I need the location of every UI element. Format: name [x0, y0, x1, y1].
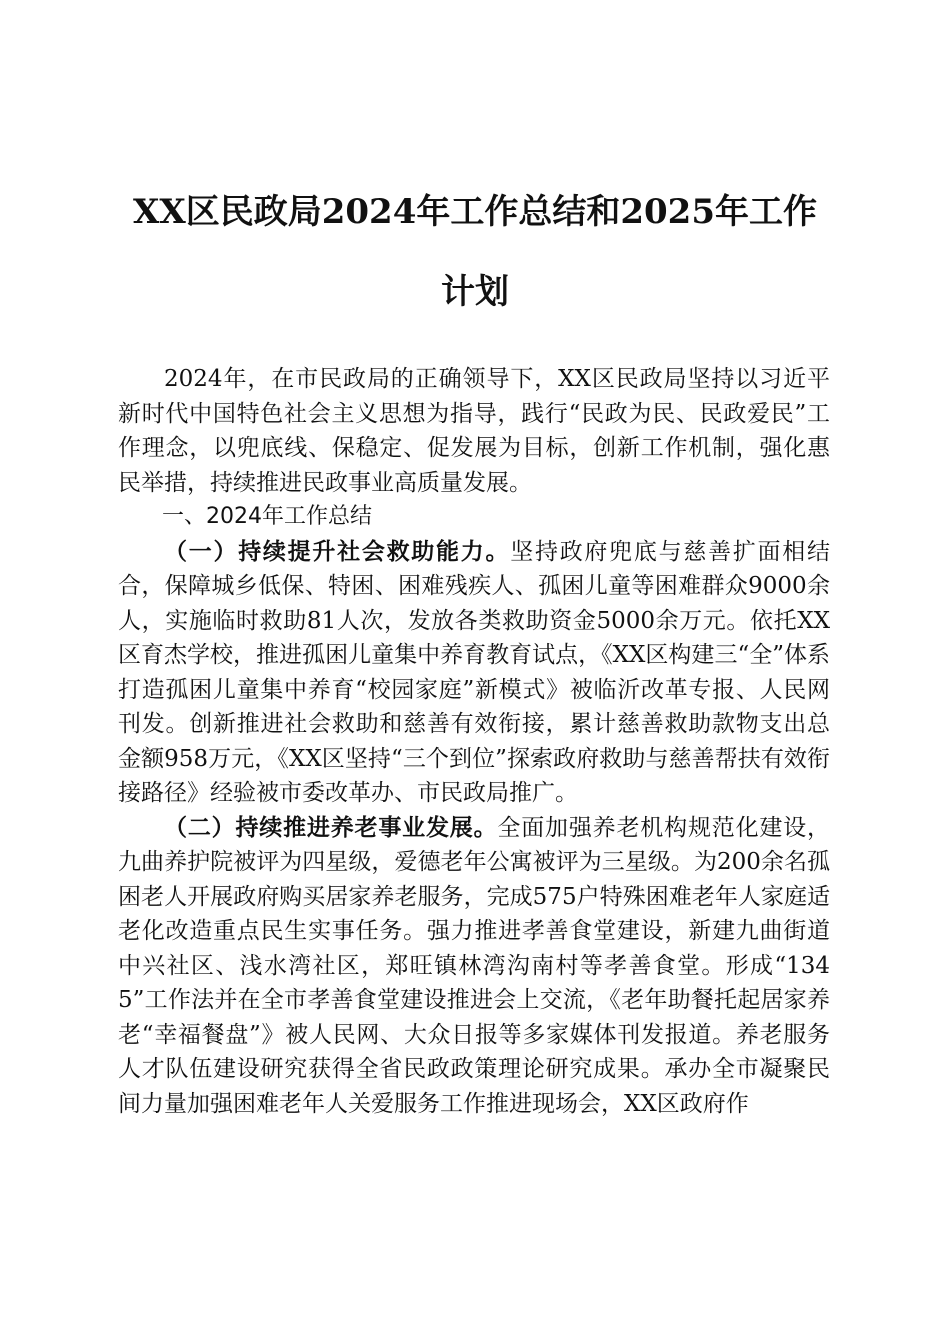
item-2-paragraph	[118, 811, 830, 1122]
document-title	[110, 172, 840, 332]
item-2-text: 全面加强养老机构规范化建设，九曲养护院被评为四星级，爱德老年公寓被评为三星级。为200余名孤困老人开展政府购买居家养老服务，完成575户特殊困难老年人家庭适老化改造重点民生实事任务。强力推进孝善食堂建设，新建九曲街道中兴社区、浅水湾社区，郑旺镇林湾沟南村等孝善食堂。形成“1345”工作法并在全市孝善食堂建设推进会上交流，《老年助餐托起居家养老“幸福餐盘”》被人民网、大众日报等多家媒体刊发报道。养老服务人才队伍建设研究获得全省民政政策理论研究成果。承办全市凝聚民间力量加强困难老年人关爱服务工作推进现场会，XX区政府作	[118, 814, 831, 1117]
section-heading-1: 一、2024年工作总结	[162, 504, 372, 529]
item-1-lead: （一）持续提升社会救助能力。	[164, 538, 511, 565]
item-1-paragraph	[118, 535, 830, 811]
intro-paragraph: 2024年，在市民政局的正确领导下，XX区民政局坚持以习近平新时代中国特色社会主义思想为指导，践行“民政为民、民政爱民”工作理念，以兜底线、保稳定、促发展为目标，创新工作机制，强化惠民举措，持续推进民政事业高质量发展。	[118, 366, 830, 496]
item-1-text: 坚持政府兜底与慈善扩面相结合，保障城乡低保、特困、困难残疾人、孤困儿童等困难群众9000余人，实施临时救助81人次，发放各类救助资金5000余万元。依托XX区育杰学校，推进孤困儿童集中养育教育试点，《XX区构建三“全”体系打造孤困儿童集中养育“校园家庭”新模式》被临沂改革专报、人民网刊发。创新推进社会救助和慈善有效衔接，累计慈善救助款物支出总金额958万元，《XX区坚持“三个到位”探索政府救助与慈善帮扶有效衔接路径》经验被市委改革办、市民政局推广。	[118, 538, 831, 806]
title-line-1: XX区民政局2024年工作总结和2025年工作	[132, 192, 818, 232]
item-2-lead: （二）持续推进养老事业发展。	[164, 814, 498, 841]
document-body	[118, 362, 830, 1121]
title-line-2: 计划	[441, 272, 509, 312]
